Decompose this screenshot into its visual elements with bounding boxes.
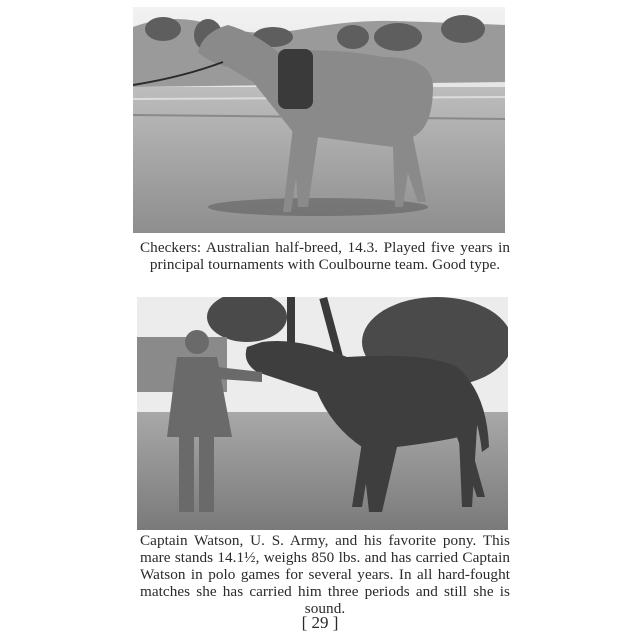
horse-photo-image [133, 7, 505, 233]
photo-checkers-pony [133, 7, 505, 233]
figure-caption-captain-watson: Captain Watson, U. S. Army, and his favorite pony. This mare stands 14.1½, weighs 850 lbs. and has carried Captain Watson in polo games for several years. In all hard-fought matches she has carried him three periods and still she is sound. [140, 532, 510, 617]
figure-caption-checkers: Checkers: Australian half-breed, 14.3. Played five years in principal tournaments with Coulbourne team. Good type. [140, 239, 510, 273]
photo-captain-watson-mare [137, 297, 508, 530]
man-horse-photo-image [137, 297, 508, 530]
page-number: [ 29 ] [301, 613, 339, 632]
